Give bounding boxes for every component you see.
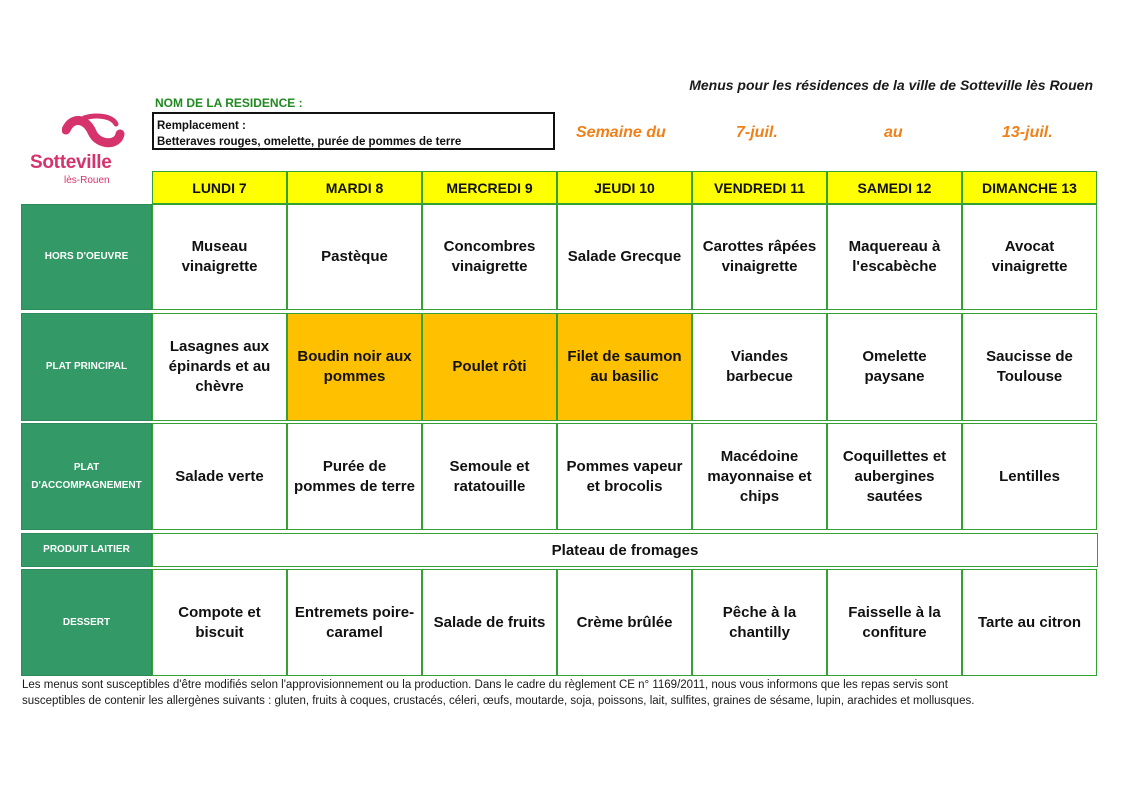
menu-cell: Lentilles bbox=[962, 423, 1097, 530]
row-label-line: D'ACCOMPAGNEMENT bbox=[31, 479, 142, 491]
menu-cell: Salade verte bbox=[152, 423, 287, 530]
row-label-hors-oeuvre: HORS D'OEUVRE bbox=[21, 204, 152, 310]
menu-cell: Semoule et ratatouille bbox=[422, 423, 557, 530]
menu-cell: Avocat vinaigrette bbox=[962, 204, 1097, 310]
page-title: Menus pour les résidences de la ville de Sotteville lès Rouen bbox=[689, 77, 1093, 93]
logo-subtitle: lès-Rouen bbox=[64, 175, 110, 186]
menu-cell: Museau vinaigrette bbox=[152, 204, 287, 310]
menu-cell: Entremets poire-caramel bbox=[287, 569, 422, 676]
logo-name: Sotteville bbox=[30, 152, 112, 173]
menu-cell: Carottes râpées vinaigrette bbox=[692, 204, 827, 310]
week-end-date: 13-juil. bbox=[1002, 124, 1053, 141]
menu-cell: Concombres vinaigrette bbox=[422, 204, 557, 310]
week-label: Semaine du bbox=[576, 124, 666, 141]
day-header: MARDI 8 bbox=[287, 171, 422, 204]
menu-cell-highlighted: Boudin noir aux pommes bbox=[287, 313, 422, 421]
menu-cell: Saucisse de Toulouse bbox=[962, 313, 1097, 421]
menu-cell: Pêche à la chantilly bbox=[692, 569, 827, 676]
menu-cell-highlighted: Poulet rôti bbox=[422, 313, 557, 421]
row-label-plat-principal: PLAT PRINCIPAL bbox=[21, 313, 152, 421]
menu-cell: Coquillettes et aubergines sautées bbox=[827, 423, 962, 530]
day-header: JEUDI 10 bbox=[557, 171, 692, 204]
menu-cell: Faisselle à la confiture bbox=[827, 569, 962, 676]
logo-mark-icon bbox=[62, 112, 142, 152]
menu-cell: Crème brûlée bbox=[557, 569, 692, 676]
row-label-produit-laitier: PRODUIT LAITIER bbox=[21, 533, 152, 567]
menu-cell: Compote et biscuit bbox=[152, 569, 287, 676]
row-label-line: PLAT bbox=[73, 461, 100, 473]
menu-cell: Omelette paysane bbox=[827, 313, 962, 421]
remplacement-label: Remplacement : bbox=[157, 120, 246, 132]
menu-cell-highlighted: Filet de saumon au basilic bbox=[557, 313, 692, 421]
menu-cell: Pastèque bbox=[287, 204, 422, 310]
menu-cell: Tarte au citron bbox=[962, 569, 1097, 676]
day-header: LUNDI 7 bbox=[152, 171, 287, 204]
menu-cell: Viandes barbecue bbox=[692, 313, 827, 421]
week-to-label: au bbox=[884, 124, 903, 141]
menu-cell: Macédoine mayonnaise et chips bbox=[692, 423, 827, 530]
produit-laitier-cell: Plateau de fromages bbox=[152, 533, 1098, 567]
day-header: DIMANCHE 13 bbox=[962, 171, 1097, 204]
remplacement-text: Betteraves rouges, omelette, purée de pommes de terre bbox=[157, 136, 462, 148]
menu-cell: Salade Grecque bbox=[557, 204, 692, 310]
row-label-dessert: DESSERT bbox=[21, 569, 152, 676]
menu-cell: Purée de pommes de terre bbox=[287, 423, 422, 530]
day-header: MERCREDI 9 bbox=[422, 171, 557, 204]
row-label-accompagnement bbox=[21, 423, 152, 530]
week-start-date: 7-juil. bbox=[736, 124, 778, 141]
menu-cell: Pommes vapeur et brocolis bbox=[557, 423, 692, 530]
allergen-footer bbox=[22, 677, 1092, 709]
day-header: VENDREDI 11 bbox=[692, 171, 827, 204]
residence-box bbox=[152, 112, 555, 150]
residence-label: NOM DE LA RESIDENCE : bbox=[155, 96, 303, 110]
footer-line: Les menus sont susceptibles d'être modifiés selon l'approvisionnement ou la production. Dans le cadre du règlement CE n° 1169/2011, nous vous informons que les repas servis sont bbox=[22, 679, 948, 691]
sotteville-logo bbox=[22, 112, 154, 192]
menu-cell: Maquereau à l'escabèche bbox=[827, 204, 962, 310]
day-header: SAMEDI 12 bbox=[827, 171, 962, 204]
footer-line: susceptibles de contenir les allergènes suivants : gluten, fruits à coques, crustacés, céleri, œufs, moutarde, soja, poissons, lait, sulfites, graines de sésame, lupin, arachides et mollusques. bbox=[22, 695, 975, 707]
menu-cell: Salade de fruits bbox=[422, 569, 557, 676]
menu-cell: Lasagnes aux épinards et au chèvre bbox=[152, 313, 287, 421]
